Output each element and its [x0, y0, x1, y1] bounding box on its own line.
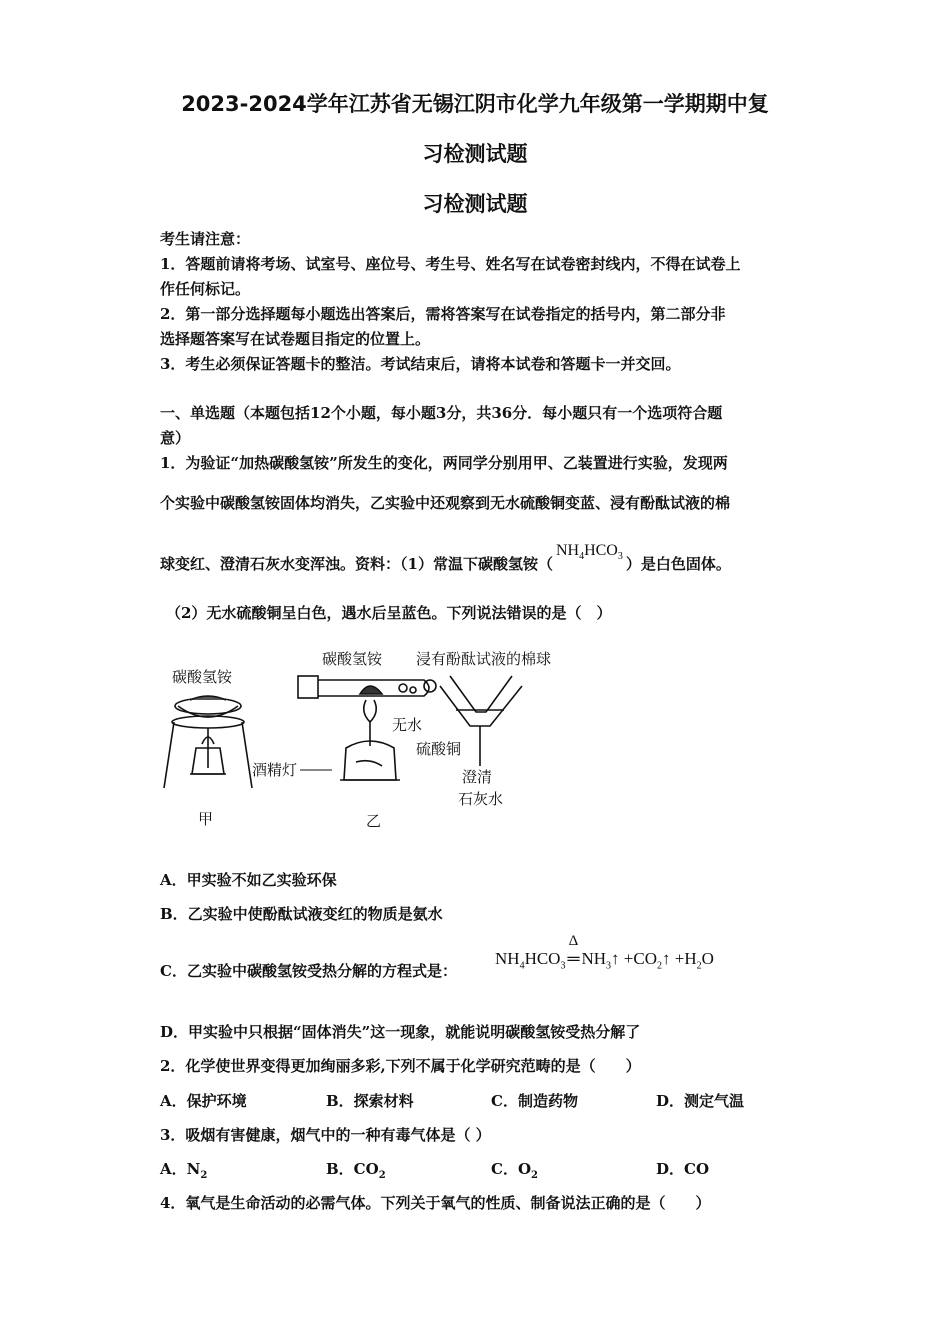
q1-line-1: 1．为验证“加热碳酸氢铵”所发生的变化，两同学分别用甲、乙装置进行实验，发现两 — [160, 454, 728, 472]
q2-option-a: A．保护环境 — [160, 1092, 247, 1110]
label-yi-top: 碳酸氢铵 — [322, 650, 383, 668]
title-line-2: 习检测试题 — [422, 142, 528, 166]
nh4hco3-formula: $NH_4HCO_3$ — [555, 542, 623, 563]
caption-jia: 甲 — [198, 810, 214, 828]
q1-line-3-post: ）是白色固体。 — [625, 555, 731, 573]
q2-stem: 2．化学使世界变得更加绚丽多彩,下列不属于化学研究范畴的是（ ） — [160, 1057, 641, 1075]
notice-item-3: 3．考生必须保证答题卡的整洁。考试结束后，请将本试卷和答题卡一并交回。 — [160, 355, 681, 373]
title-line-1: 2023-2024学年江苏省无锡江阴市化学九年级第一学期期中复 — [181, 92, 769, 116]
q1-option-a: A．甲实验不如乙实验环保 — [160, 871, 337, 889]
label-lime-2: 石灰水 — [458, 790, 504, 808]
title-line-3: 习检测试题 — [422, 192, 528, 216]
label-cotton: 浸有酚酞试液的棉球 — [416, 650, 552, 668]
delta-sign: Δ — [568, 933, 579, 949]
notice-item-1a: 1．答题前请将考场、试室号、座位号、考生号、姓名写在试卷密封线内，不得在试卷上 — [160, 255, 741, 273]
notice-item-2a: 2．第一部分选择题每小题选出答案后，需将答案写在试卷指定的括号内，第二部分非 — [160, 305, 726, 323]
notice-heading: 考生请注意： — [160, 230, 251, 248]
section-heading-b: 意） — [160, 429, 191, 447]
q1-line-3 — [160, 542, 731, 576]
experiment-diagram — [160, 648, 620, 833]
q2-option-c: C．制造药物 — [491, 1092, 578, 1110]
q1-line-4: （2）无水硫酸铜呈白色，遇水后呈蓝色。下列说法错误的是（ ） — [166, 604, 612, 622]
caption-yi: 乙 — [366, 812, 382, 830]
section-heading-a: 一、单选题（本题包括12个小题，每小题3分，共36分．每小题只有一个选项符合题 — [160, 404, 723, 422]
q1-line-2: 个实验中碳酸氢铵固体均消失，乙实验中还观察到无水硫酸铜变蓝、浸有酚酞试液的棉 — [160, 494, 731, 512]
notice-item-1b: 作任何标记。 — [160, 280, 251, 298]
notice-item-2b: 选择题答案写在试卷题目指定的位置上。 — [160, 330, 431, 348]
q2-option-d: D．测定气温 — [656, 1092, 745, 1110]
q3-option-a: A．$N_2$ — [160, 1160, 208, 1181]
label-lamp: 酒精灯 — [252, 761, 298, 779]
label-anhydrous-1: 无水 — [392, 716, 423, 734]
q3-option-c: C．$O_2$ — [491, 1160, 538, 1181]
q3-stem: 3．吸烟有害健康，烟气中的一种有毒气体是（ ） — [160, 1126, 491, 1144]
label-jia-top: 碳酸氢铵 — [172, 668, 233, 686]
q3-option-d: D．CO — [656, 1160, 710, 1178]
q1-line-3-pre: 球变红、澄清石灰水变浑浊。资料：（1）常温下碳酸氢铵（ — [160, 555, 553, 573]
q1-option-d: D．甲实验中只根据“固体消失”这一现象，就能说明碳酸氢铵受热分解了 — [160, 1023, 641, 1041]
q2-option-b: B．探索材料 — [326, 1092, 414, 1110]
label-lime-1: 澄清 — [462, 768, 493, 786]
q1-option-b: B．乙实验中使酚酞试液变红的物质是氨水 — [160, 905, 443, 923]
q4-stem: 4．氧气是生命活动的必需气体。下列关于氧气的性质、制备说法正确的是（ ） — [160, 1194, 711, 1212]
q1-option-c: C．乙实验中碳酸氢铵受热分解的方程式是： — [160, 962, 457, 980]
q3-option-b: B．$CO_2$ — [326, 1160, 386, 1181]
apparatus-jia — [164, 696, 252, 788]
label-anhydrous-2: 硫酸铜 — [416, 740, 462, 758]
decomposition-equation: $NH_4HCO_3$ Δ ═ $NH_3↑$ $+CO_2↑ +H_2O$ — [495, 933, 714, 972]
